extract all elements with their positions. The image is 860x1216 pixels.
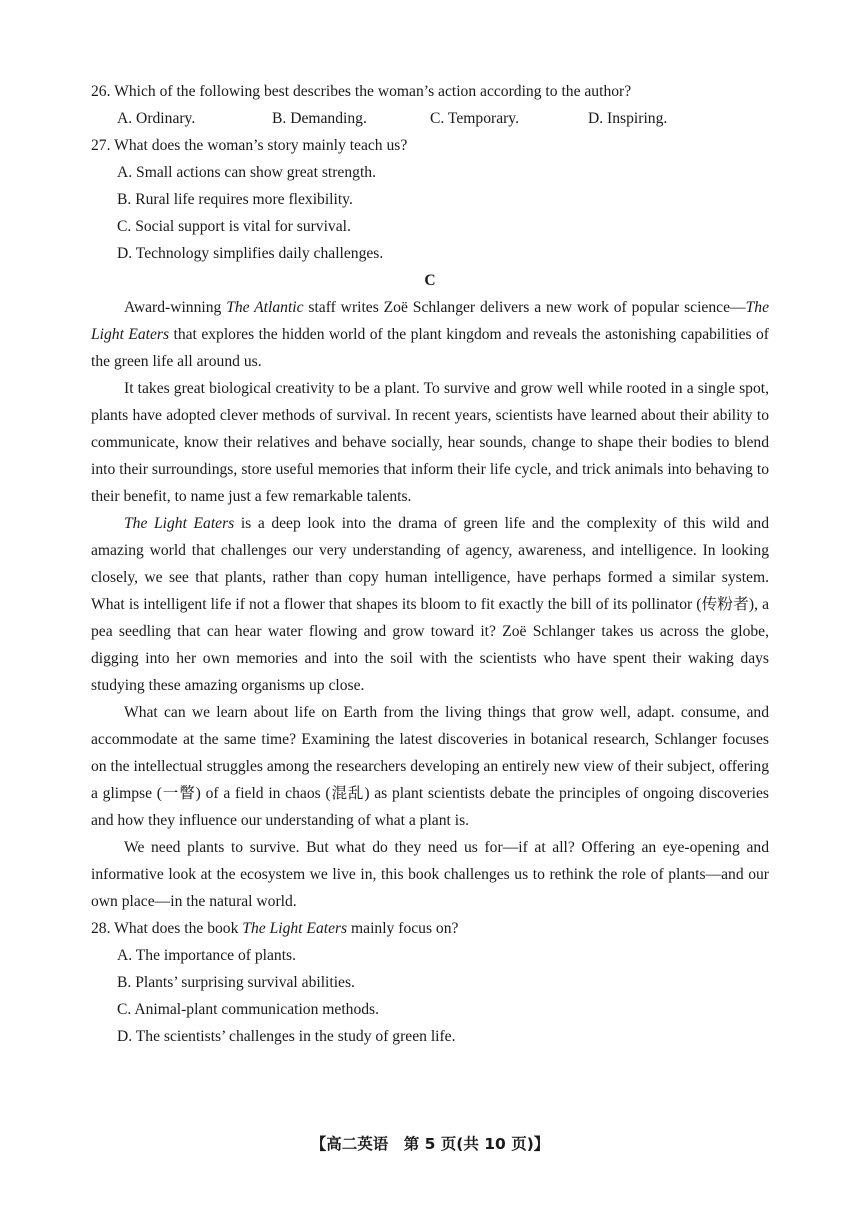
passage-paragraph-4: What can we learn about life on Earth from the living things that grow well, adapt. consume, and accommodate at the same time? Examining the latest discoveries in botanical research, Schlanger focuses on the intellectual struggles among the researchers developing an entirely new view of their subject, offering a glimpse (一瞥) of a field in chaos (混乱) as plant scientists debate the principles of ongoing discoveries and how they influence our understanding of what a plant is. — [91, 704, 769, 829]
question-28-stem: 28. What does the book The Light Eaters mainly focus on? — [91, 920, 459, 937]
book-title: The Light Eaters — [124, 515, 235, 532]
q28-option-c: C. Animal-plant communication methods. — [117, 1001, 380, 1018]
q28-option-a: A. The importance of plants. — [117, 947, 296, 964]
question-26-options — [91, 105, 769, 132]
question-26-stem: 26. Which of the following best describes the woman’s action according to the author? — [91, 83, 632, 100]
magazine-title: The Atlantic — [226, 299, 304, 316]
book-title: The Light Eaters — [242, 920, 348, 937]
q26-option-c: C. Temporary. — [430, 110, 519, 127]
q27-option-d: D. Technology simplifies daily challenges. — [117, 245, 384, 262]
passage-paragraph-2: It takes great biological creativity to be a plant. To survive and grow well while rooted in a single spot, plants have adopted clever methods of survival. In recent years, scientists have learned about their ability to communicate, know their relatives and behave socially, hear sounds, change to shape their bodies to blend into their surroundings, store useful memories that inform their life cycle, and trick animals into behaving to their benefit, to name just a few remarkable talents. — [91, 380, 769, 505]
passage-paragraph-5: We need plants to survive. But what do they need us for—if at all? Offering an eye-opening and informative look at the ecosystem we live in, this book challenges us to rethink the role of plants—and our own place—in the natural world. — [91, 839, 769, 910]
q28-option-d: D. The scientists’ challenges in the study of green life. — [117, 1028, 456, 1045]
page-footer: 【高二英语 第 5 页(共 10 页)】 — [310, 1135, 550, 1153]
book-title: The Light Eaters — [91, 299, 769, 343]
section-heading-c: C — [424, 272, 436, 289]
passage-paragraph-3: The Light Eaters is a deep look into the drama of green life and the complexity of this wild and amazing world that challenges our very understanding of agency, awareness, and intelligence. In looking closely, we see that plants, rather than copy human intelligence, have perhaps formed a similar system. What is intelligent life if not a flower that shapes its bloom to fit exactly the bill of its pollinator (传粉者), a pea seedling that can hear water flowing and grow toward it? Zoë Schlanger takes us across the globe, digging into her own memories and into the soil with the scientists who have spent their waking days studying these amazing organisms up close. — [91, 515, 769, 694]
q26-option-b: B. Demanding. — [272, 110, 367, 127]
q26-option-a: A. Ordinary. — [117, 110, 196, 127]
q27-option-b: B. Rural life requires more flexibility. — [117, 191, 353, 208]
q28-option-b: B. Plants’ surprising survival abilities. — [117, 974, 355, 991]
question-27-stem: 27. What does the woman’s story mainly teach us? — [91, 137, 408, 154]
q26-option-d: D. Inspiring. — [588, 110, 668, 127]
q27-option-a: A. Small actions can show great strength. — [117, 164, 376, 181]
passage-paragraph-1: Award-winning The Atlantic staff writes Zoë Schlanger delivers a new work of popular science—The Light Eaters that explores the hidden world of the plant kingdom and reveals the astonishing capabilities of the green life all around us. — [91, 299, 770, 370]
page-content — [91, 78, 769, 1050]
q27-option-c: C. Social support is vital for survival. — [117, 218, 351, 235]
